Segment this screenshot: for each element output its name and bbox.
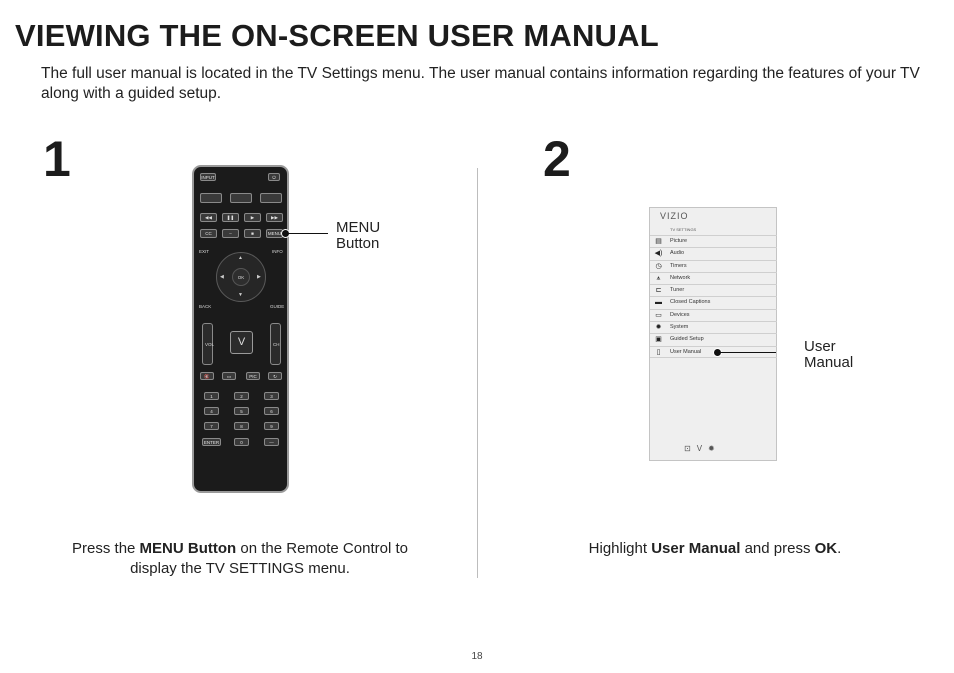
menu-item-network[interactable] <box>650 272 777 284</box>
menu-item-closed-captions[interactable] <box>650 296 777 308</box>
key-7: 7 <box>204 422 219 430</box>
caption-bold: OK <box>814 540 838 557</box>
down-arrow-icon: ▼ <box>238 292 243 298</box>
pause-icon: ❚❚ <box>222 213 239 222</box>
key-1: 1 <box>204 392 219 400</box>
key-dash: — <box>264 438 279 446</box>
menu-item-label: Guided Setup <box>670 336 704 343</box>
column-divider <box>477 168 478 578</box>
right-arrow-icon: ▶ <box>257 274 261 280</box>
menu-callout-line <box>288 233 328 234</box>
volume-rocker <box>202 323 213 365</box>
key-9: 9 <box>264 422 279 430</box>
play-icon: ▶ <box>244 213 261 222</box>
menu-item-label: Closed Captions <box>670 299 711 306</box>
key-0: 0 <box>234 438 249 446</box>
vizio-logo: VIZIO <box>660 211 689 221</box>
caption-bold: User Manual <box>651 540 741 557</box>
menu-item-picture[interactable] <box>650 235 777 247</box>
ch-label: CH <box>273 342 280 347</box>
network-icon: ⩚ <box>656 274 661 282</box>
caption-text: Highlight <box>588 540 652 557</box>
caption-text: Press the <box>72 540 140 557</box>
blank-button-3 <box>260 193 282 203</box>
rewind-icon: ◀◀ <box>200 213 217 222</box>
last-icon: ↻ <box>268 372 282 380</box>
vol-label: VOL <box>205 342 215 347</box>
user-manual-callout-label: User Manual <box>804 338 854 371</box>
caption-bold: MENU Button <box>139 540 237 557</box>
menu-callout-label: MENU Button <box>336 219 381 252</box>
vizio-v-button-icon: V <box>230 331 253 354</box>
step-1-caption <box>55 539 425 579</box>
vizio-v-icon: V <box>696 444 709 453</box>
fast-forward-icon: ▶▶ <box>266 213 283 222</box>
timers-icon: ◷ <box>655 262 662 270</box>
key-8: 8 <box>234 422 249 430</box>
menu-button: MENU <box>267 231 282 236</box>
dpad <box>216 252 266 302</box>
page-number: 18 <box>471 651 483 662</box>
menu-item-timers[interactable] <box>650 260 777 272</box>
menu-item-label: Picture <box>670 238 688 244</box>
menu-item-guided-setup[interactable] <box>650 333 777 345</box>
step-2-number: 2 <box>543 131 571 187</box>
audio-icon: ◀) <box>654 250 663 258</box>
stop-icon: ■ <box>244 229 261 238</box>
tv-settings-menu <box>650 235 777 358</box>
remote-control <box>192 165 289 493</box>
menu-item-label: Devices <box>670 311 690 318</box>
menu-item-label: Timers <box>670 262 687 269</box>
user-manual-callout-line <box>719 352 776 353</box>
ok-button: OK <box>232 268 250 286</box>
menu-item-system[interactable] <box>650 321 777 333</box>
menu-item-label: User Manual <box>670 348 702 355</box>
step-1-number: 1 <box>43 131 71 187</box>
key-enter: ENTER <box>203 440 220 445</box>
devices-icon: ▭ <box>655 311 662 319</box>
up-arrow-icon: ▲ <box>238 255 243 261</box>
tuner-icon: ⊏ <box>655 287 662 295</box>
tv-settings-panel <box>649 207 777 461</box>
page-title: VIEWING THE ON-SCREEN USER MANUAL <box>15 18 659 53</box>
gear-icon: ✹ <box>655 324 662 332</box>
settings-gear-icon: ✹ <box>708 444 721 453</box>
wide-icon: ▭ <box>222 372 236 380</box>
intro-text: The full user manual is located in the TV Settings menu. The user manual contains information regarding the features of your TV along with a guided setup. <box>41 65 920 102</box>
menu-item-label: Tuner <box>670 287 685 294</box>
cc-icon: ▬ <box>655 299 662 307</box>
guide-label: GUIDE <box>270 304 285 309</box>
info-label: INFO <box>272 249 283 254</box>
key-6: 6 <box>264 407 279 415</box>
menu-item-tuner[interactable] <box>650 284 777 296</box>
exit-label: EXIT <box>199 249 210 254</box>
menu-item-label: Audio <box>670 250 685 257</box>
blank-button-2 <box>230 193 252 203</box>
guided-setup-icon: ▣ <box>655 336 662 344</box>
menu-item-devices[interactable] <box>650 309 777 321</box>
menu-item-label: Network <box>670 274 691 281</box>
back-label: BACK <box>199 304 212 309</box>
input-icon: ⊡ <box>684 444 697 453</box>
key-5: 5 <box>234 407 249 415</box>
manual-icon: ▯ <box>656 348 661 356</box>
step-2-caption <box>530 539 900 559</box>
key-4: 4 <box>204 407 219 415</box>
input-button: INPUT <box>201 175 215 180</box>
blank-button-1 <box>200 193 222 203</box>
mute-icon: 🔇 <box>200 372 214 380</box>
caption-text: on the Remote Control to display the TV SETTINGS menu. <box>130 540 408 577</box>
tv-settings-title: TV SETTINGS <box>670 227 697 232</box>
left-arrow-icon: ◀ <box>220 274 224 280</box>
menu-item-audio[interactable] <box>650 247 777 259</box>
key-2: 2 <box>234 392 249 400</box>
channel-rocker <box>270 323 281 365</box>
picture-icon: ▤ <box>655 238 662 245</box>
menu-item-label: System <box>670 324 689 331</box>
pic-button: PIC <box>246 372 260 380</box>
panel-footer-icons <box>684 444 721 453</box>
caption-text: and press <box>740 540 815 557</box>
cc-button: CC <box>200 229 217 238</box>
power-icon: ⏻ <box>268 173 280 181</box>
key-3: 3 <box>264 392 279 400</box>
caption-text: . <box>837 540 842 557</box>
dash-button: – <box>222 229 239 238</box>
